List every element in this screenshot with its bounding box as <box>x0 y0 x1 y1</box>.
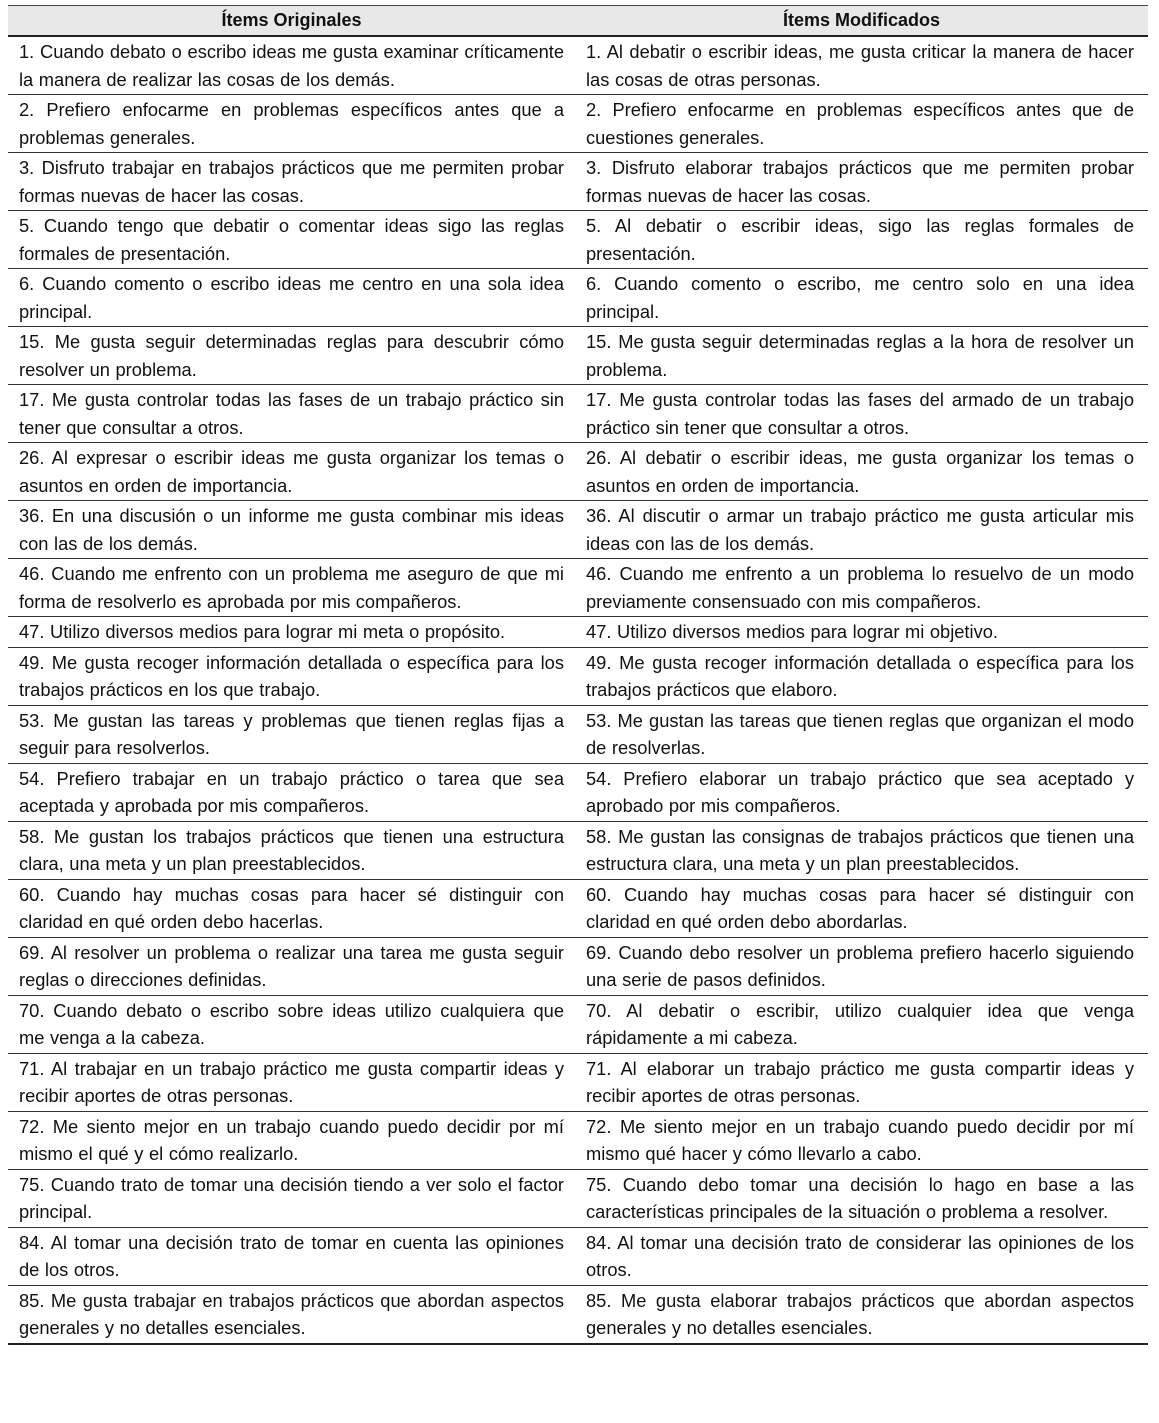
original-item-cell: 69. Al resolver un problema o realizar una tarea me gusta seguir reglas o direcciones definidas. <box>8 937 575 995</box>
modified-item-cell: 3. Disfruto elaborar trabajos prácticos que me permiten probar formas nuevas de hacer las cosas. <box>575 153 1148 211</box>
modified-item-cell: 47. Utilizo diversos medios para lograr mi objetivo. <box>575 617 1148 648</box>
original-item-cell: 54. Prefiero trabajar en un trabajo práctico o tarea que sea aceptada y aprobada por mis compañeros. <box>8 763 575 821</box>
original-item-cell: 71. Al trabajar en un trabajo práctico me gusta compartir ideas y recibir aportes de otras personas. <box>8 1053 575 1111</box>
table-row <box>8 763 1148 821</box>
modified-item-cell: 2. Prefiero enfocarme en problemas específicos antes que de cuestiones generales. <box>575 95 1148 153</box>
original-item-cell: 2. Prefiero enfocarme en problemas específicos antes que a problemas generales. <box>8 95 575 153</box>
modified-item-cell: 70. Al debatir o escribir, utilizo cualquier idea que venga rápidamente a mi cabeza. <box>575 995 1148 1053</box>
table-row <box>8 501 1148 559</box>
original-item-cell: 84. Al tomar una decisión trato de tomar en cuenta las opiniones de los otros. <box>8 1227 575 1285</box>
table-row <box>8 995 1148 1053</box>
original-item-cell: 1. Cuando debato o escribo ideas me gusta examinar críticamente la manera de realizar las cosas de los demás. <box>8 36 575 95</box>
modified-item-cell: 53. Me gustan las tareas que tienen reglas que organizan el modo de resolverlas. <box>575 705 1148 763</box>
modified-item-cell: 84. Al tomar una decisión trato de considerar las opiniones de los otros. <box>575 1227 1148 1285</box>
table-row <box>8 647 1148 705</box>
items-comparison-table <box>8 5 1148 1345</box>
table-row <box>8 36 1148 95</box>
modified-item-cell: 54. Prefiero elaborar un trabajo práctico que sea aceptado y aprobado por mis compañeros. <box>575 763 1148 821</box>
original-item-cell: 60. Cuando hay muchas cosas para hacer sé distinguir con claridad en qué orden debo hacerlas. <box>8 879 575 937</box>
original-item-cell: 85. Me gusta trabajar en trabajos prácticos que abordan aspectos generales y no detalles esenciales. <box>8 1285 575 1344</box>
original-item-cell: 49. Me gusta recoger información detallada o específica para los trabajos prácticos en los que trabajo. <box>8 647 575 705</box>
original-item-cell: 15. Me gusta seguir determinadas reglas para descubrir cómo resolver un problema. <box>8 327 575 385</box>
original-item-cell: 17. Me gusta controlar todas las fases de un trabajo práctico sin tener que consultar a otros. <box>8 385 575 443</box>
modified-item-cell: 26. Al debatir o escribir ideas, me gusta organizar los temas o asuntos en orden de importancia. <box>575 443 1148 501</box>
table-row <box>8 385 1148 443</box>
modified-item-cell: 71. Al elaborar un trabajo práctico me gusta compartir ideas y recibir aportes de otras personas. <box>575 1053 1148 1111</box>
table-row <box>8 937 1148 995</box>
table-row <box>8 1053 1148 1111</box>
table-row <box>8 879 1148 937</box>
modified-item-cell: 58. Me gustan las consignas de trabajos prácticos que tienen una estructura clara, una meta y un plan preestablecidos. <box>575 821 1148 879</box>
table-header <box>8 6 1148 37</box>
table-row <box>8 1285 1148 1344</box>
header-original-items: Ítems Originales <box>8 6 575 37</box>
table-row <box>8 443 1148 501</box>
original-item-cell: 53. Me gustan las tareas y problemas que tienen reglas fijas a seguir para resolverlos. <box>8 705 575 763</box>
table-row <box>8 617 1148 648</box>
table-row <box>8 1169 1148 1227</box>
original-item-cell: 72. Me siento mejor en un trabajo cuando puedo decidir por mí mismo el qué y el cómo realizarlo. <box>8 1111 575 1169</box>
table-row <box>8 1227 1148 1285</box>
modified-item-cell: 69. Cuando debo resolver un problema prefiero hacerlo siguiendo una serie de pasos definidos. <box>575 937 1148 995</box>
items-table-container <box>8 5 1148 1345</box>
original-item-cell: 6. Cuando comento o escribo ideas me centro en una sola idea principal. <box>8 269 575 327</box>
table-row <box>8 327 1148 385</box>
modified-item-cell: 1. Al debatir o escribir ideas, me gusta criticar la manera de hacer las cosas de otras personas. <box>575 36 1148 95</box>
original-item-cell: 26. Al expresar o escribir ideas me gusta organizar los temas o asuntos en orden de importancia. <box>8 443 575 501</box>
original-item-cell: 46. Cuando me enfrento con un problema me aseguro de que mi forma de resolverlo es aprobada por mis compañeros. <box>8 559 575 617</box>
header-modified-items: Ítems Modificados <box>575 6 1148 37</box>
modified-item-cell: 49. Me gusta recoger información detallada o específica para los trabajos prácticos que elaboro. <box>575 647 1148 705</box>
header-row <box>8 6 1148 37</box>
original-item-cell: 36. En una discusión o un informe me gusta combinar mis ideas con las de los demás. <box>8 501 575 559</box>
modified-item-cell: 60. Cuando hay muchas cosas para hacer sé distinguir con claridad en qué orden debo abordarlas. <box>575 879 1148 937</box>
table-row <box>8 559 1148 617</box>
original-item-cell: 75. Cuando trato de tomar una decisión tiendo a ver solo el factor principal. <box>8 1169 575 1227</box>
original-item-cell: 70. Cuando debato o escribo sobre ideas utilizo cualquiera que me venga a la cabeza. <box>8 995 575 1053</box>
modified-item-cell: 15. Me gusta seguir determinadas reglas a la hora de resolver un problema. <box>575 327 1148 385</box>
modified-item-cell: 36. Al discutir o armar un trabajo práctico me gusta articular mis ideas con las de los demás. <box>575 501 1148 559</box>
original-item-cell: 5. Cuando tengo que debatir o comentar ideas sigo las reglas formales de presentación. <box>8 211 575 269</box>
table-row <box>8 95 1148 153</box>
modified-item-cell: 17. Me gusta controlar todas las fases del armado de un trabajo práctico sin tener que consultar a otros. <box>575 385 1148 443</box>
table-row <box>8 269 1148 327</box>
original-item-cell: 3. Disfruto trabajar en trabajos prácticos que me permiten probar formas nuevas de hacer las cosas. <box>8 153 575 211</box>
modified-item-cell: 85. Me gusta elaborar trabajos prácticos que abordan aspectos generales y no detalles esenciales. <box>575 1285 1148 1344</box>
modified-item-cell: 46. Cuando me enfrento a un problema lo resuelvo de un modo previamente consensuado con mis compañeros. <box>575 559 1148 617</box>
modified-item-cell: 6. Cuando comento o escribo, me centro solo en una idea principal. <box>575 269 1148 327</box>
table-body <box>8 36 1148 1344</box>
original-item-cell: 58. Me gustan los trabajos prácticos que tienen una estructura clara, una meta y un plan preestablecidos. <box>8 821 575 879</box>
table-row <box>8 705 1148 763</box>
table-row <box>8 153 1148 211</box>
modified-item-cell: 5. Al debatir o escribir ideas, sigo las reglas formales de presentación. <box>575 211 1148 269</box>
table-row <box>8 1111 1148 1169</box>
table-row <box>8 211 1148 269</box>
modified-item-cell: 75. Cuando debo tomar una decisión lo hago en base a las características principales de la situación o problema a resolver. <box>575 1169 1148 1227</box>
table-row <box>8 821 1148 879</box>
original-item-cell: 47. Utilizo diversos medios para lograr mi meta o propósito. <box>8 617 575 648</box>
modified-item-cell: 72. Me siento mejor en un trabajo cuando puedo decidir por mí mismo qué hacer y cómo llevarlo a cabo. <box>575 1111 1148 1169</box>
